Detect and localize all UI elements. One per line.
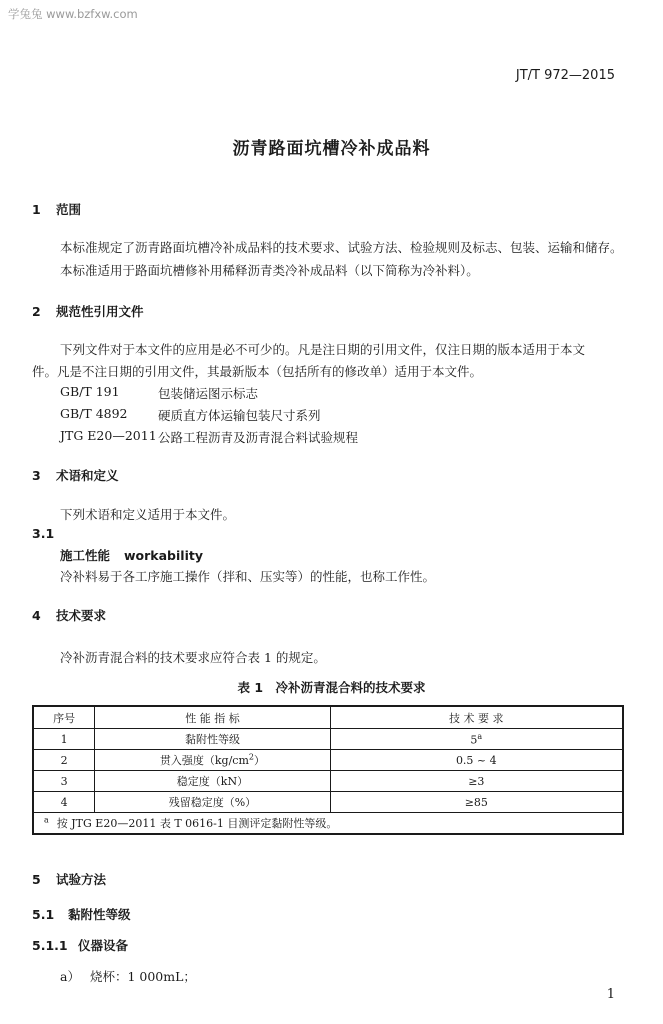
reference-title: 公路工程沥青及沥青混合料试验规程 <box>158 430 359 445</box>
reference-code: GB/T 4892 <box>60 406 128 421</box>
technical-requirements-table <box>32 705 624 835</box>
property-text-tail: ） <box>254 754 265 767</box>
list-text: 烧杯：1 000mL； <box>89 969 196 984</box>
property-name <box>95 750 330 771</box>
row-number: 2 <box>33 750 95 771</box>
note-text: 按 JTG E20—2011 表 T 0616-1 目测评定黏附性等级。 <box>56 817 338 830</box>
row-number: 1 <box>33 729 95 750</box>
requirement-value <box>330 729 623 750</box>
table-header-row <box>33 706 623 729</box>
section-1-line-2: 本标准适用于路面坑槽修补用稀释沥青类冷补成品料（以下简称为冷补料）。 <box>60 263 479 278</box>
table-row <box>33 729 623 750</box>
subsection-number: 5.1 <box>32 907 55 922</box>
row-number: 4 <box>33 792 95 813</box>
column-header: 序号 <box>33 706 95 729</box>
standard-number: JT/T 972—2015 <box>515 68 615 83</box>
section-number: 1 <box>32 202 41 217</box>
subsection-number: 3.1 <box>32 526 55 541</box>
section-4-text: 冷补沥青混合料的技术要求应符合表 1 的规定。 <box>60 650 326 665</box>
term-chinese: 施工性能 <box>60 548 111 563</box>
term-entry <box>60 546 203 564</box>
page-number: 1 <box>606 987 615 1002</box>
subsection-title: 黏附性等级 <box>68 907 131 922</box>
section-5-heading <box>32 870 106 888</box>
section-title: 规范性引用文件 <box>56 304 144 319</box>
table-note <box>33 813 623 835</box>
section-number: 5 <box>32 872 41 887</box>
watermark: 学兔兔 www.bzfxw.com <box>8 7 138 21</box>
subsection-title: 仪器设备 <box>78 938 129 953</box>
footnote-mark: a <box>44 815 49 825</box>
section-2-heading <box>32 302 144 320</box>
row-number: 3 <box>33 771 95 792</box>
superscript: 2 <box>248 752 254 762</box>
requirement-value: ≥85 <box>330 792 623 813</box>
subsection-5-1-1-heading <box>32 936 128 954</box>
section-1-heading <box>32 200 81 218</box>
column-header: 性 能 指 标 <box>95 706 330 729</box>
requirement-value: ≥3 <box>330 771 623 792</box>
footnote-mark: a <box>477 731 483 741</box>
term-definition: 冷补料易于各工序施工操作（拌和、压实等）的性能，也称工作性。 <box>60 569 436 584</box>
section-title: 范围 <box>56 202 82 217</box>
subsection-number: 5.1.1 <box>32 938 68 953</box>
table-row <box>33 792 623 813</box>
section-number: 4 <box>32 608 41 623</box>
section-3-intro: 下列术语和定义适用于本文件。 <box>60 507 236 522</box>
section-1-line-1: 本标准规定了沥青路面坑槽冷补成品料的技术要求、试验方法、检验规则及标志、包装、运输和储存。 <box>60 240 623 255</box>
list-label: a） <box>60 969 80 984</box>
section-number: 2 <box>32 304 41 319</box>
reference-title: 硬质直方体运输包装尺寸系列 <box>158 408 321 423</box>
table-caption: 表 1 冷补沥青混合料的技术要求 <box>237 680 426 695</box>
document-title: 沥青路面坑槽冷补成品料 <box>232 139 431 159</box>
property-name: 黏附性等级 <box>95 729 330 750</box>
section-title: 技术要求 <box>56 608 107 623</box>
reference-code: GB/T 191 <box>60 384 120 399</box>
table-row <box>33 750 623 771</box>
section-3-heading <box>32 466 119 484</box>
property-name: 稳定度（kN） <box>95 771 330 792</box>
property-name: 残留稳定度（%） <box>95 792 330 813</box>
reference-title: 包装储运图示标志 <box>158 386 259 401</box>
list-item-a <box>60 967 196 985</box>
section-4-heading <box>32 606 106 624</box>
reference-code: JTG E20—2011 <box>60 428 157 443</box>
requirement-value: 0.5 ~ 4 <box>330 750 623 771</box>
section-title: 试验方法 <box>56 872 107 887</box>
table-row <box>33 771 623 792</box>
requirement-text: 5 <box>470 733 478 747</box>
section-title: 术语和定义 <box>56 468 119 483</box>
term-english: workability <box>124 548 203 563</box>
column-header: 技 术 要 求 <box>330 706 623 729</box>
table-note-row <box>33 813 623 835</box>
subsection-5-1-heading <box>32 905 131 923</box>
section-2-intro-line-2: 件。凡是不注日期的引用文件，其最新版本（包括所有的修改单）适用于本文件。 <box>32 364 483 379</box>
property-text: 贯入强度（kg/cm <box>159 754 249 767</box>
section-number: 3 <box>32 468 41 483</box>
section-2-intro-line-1: 下列文件对于本文件的应用是必不可少的。凡是注日期的引用文件，仅注日期的版本适用于本文 <box>60 342 586 357</box>
